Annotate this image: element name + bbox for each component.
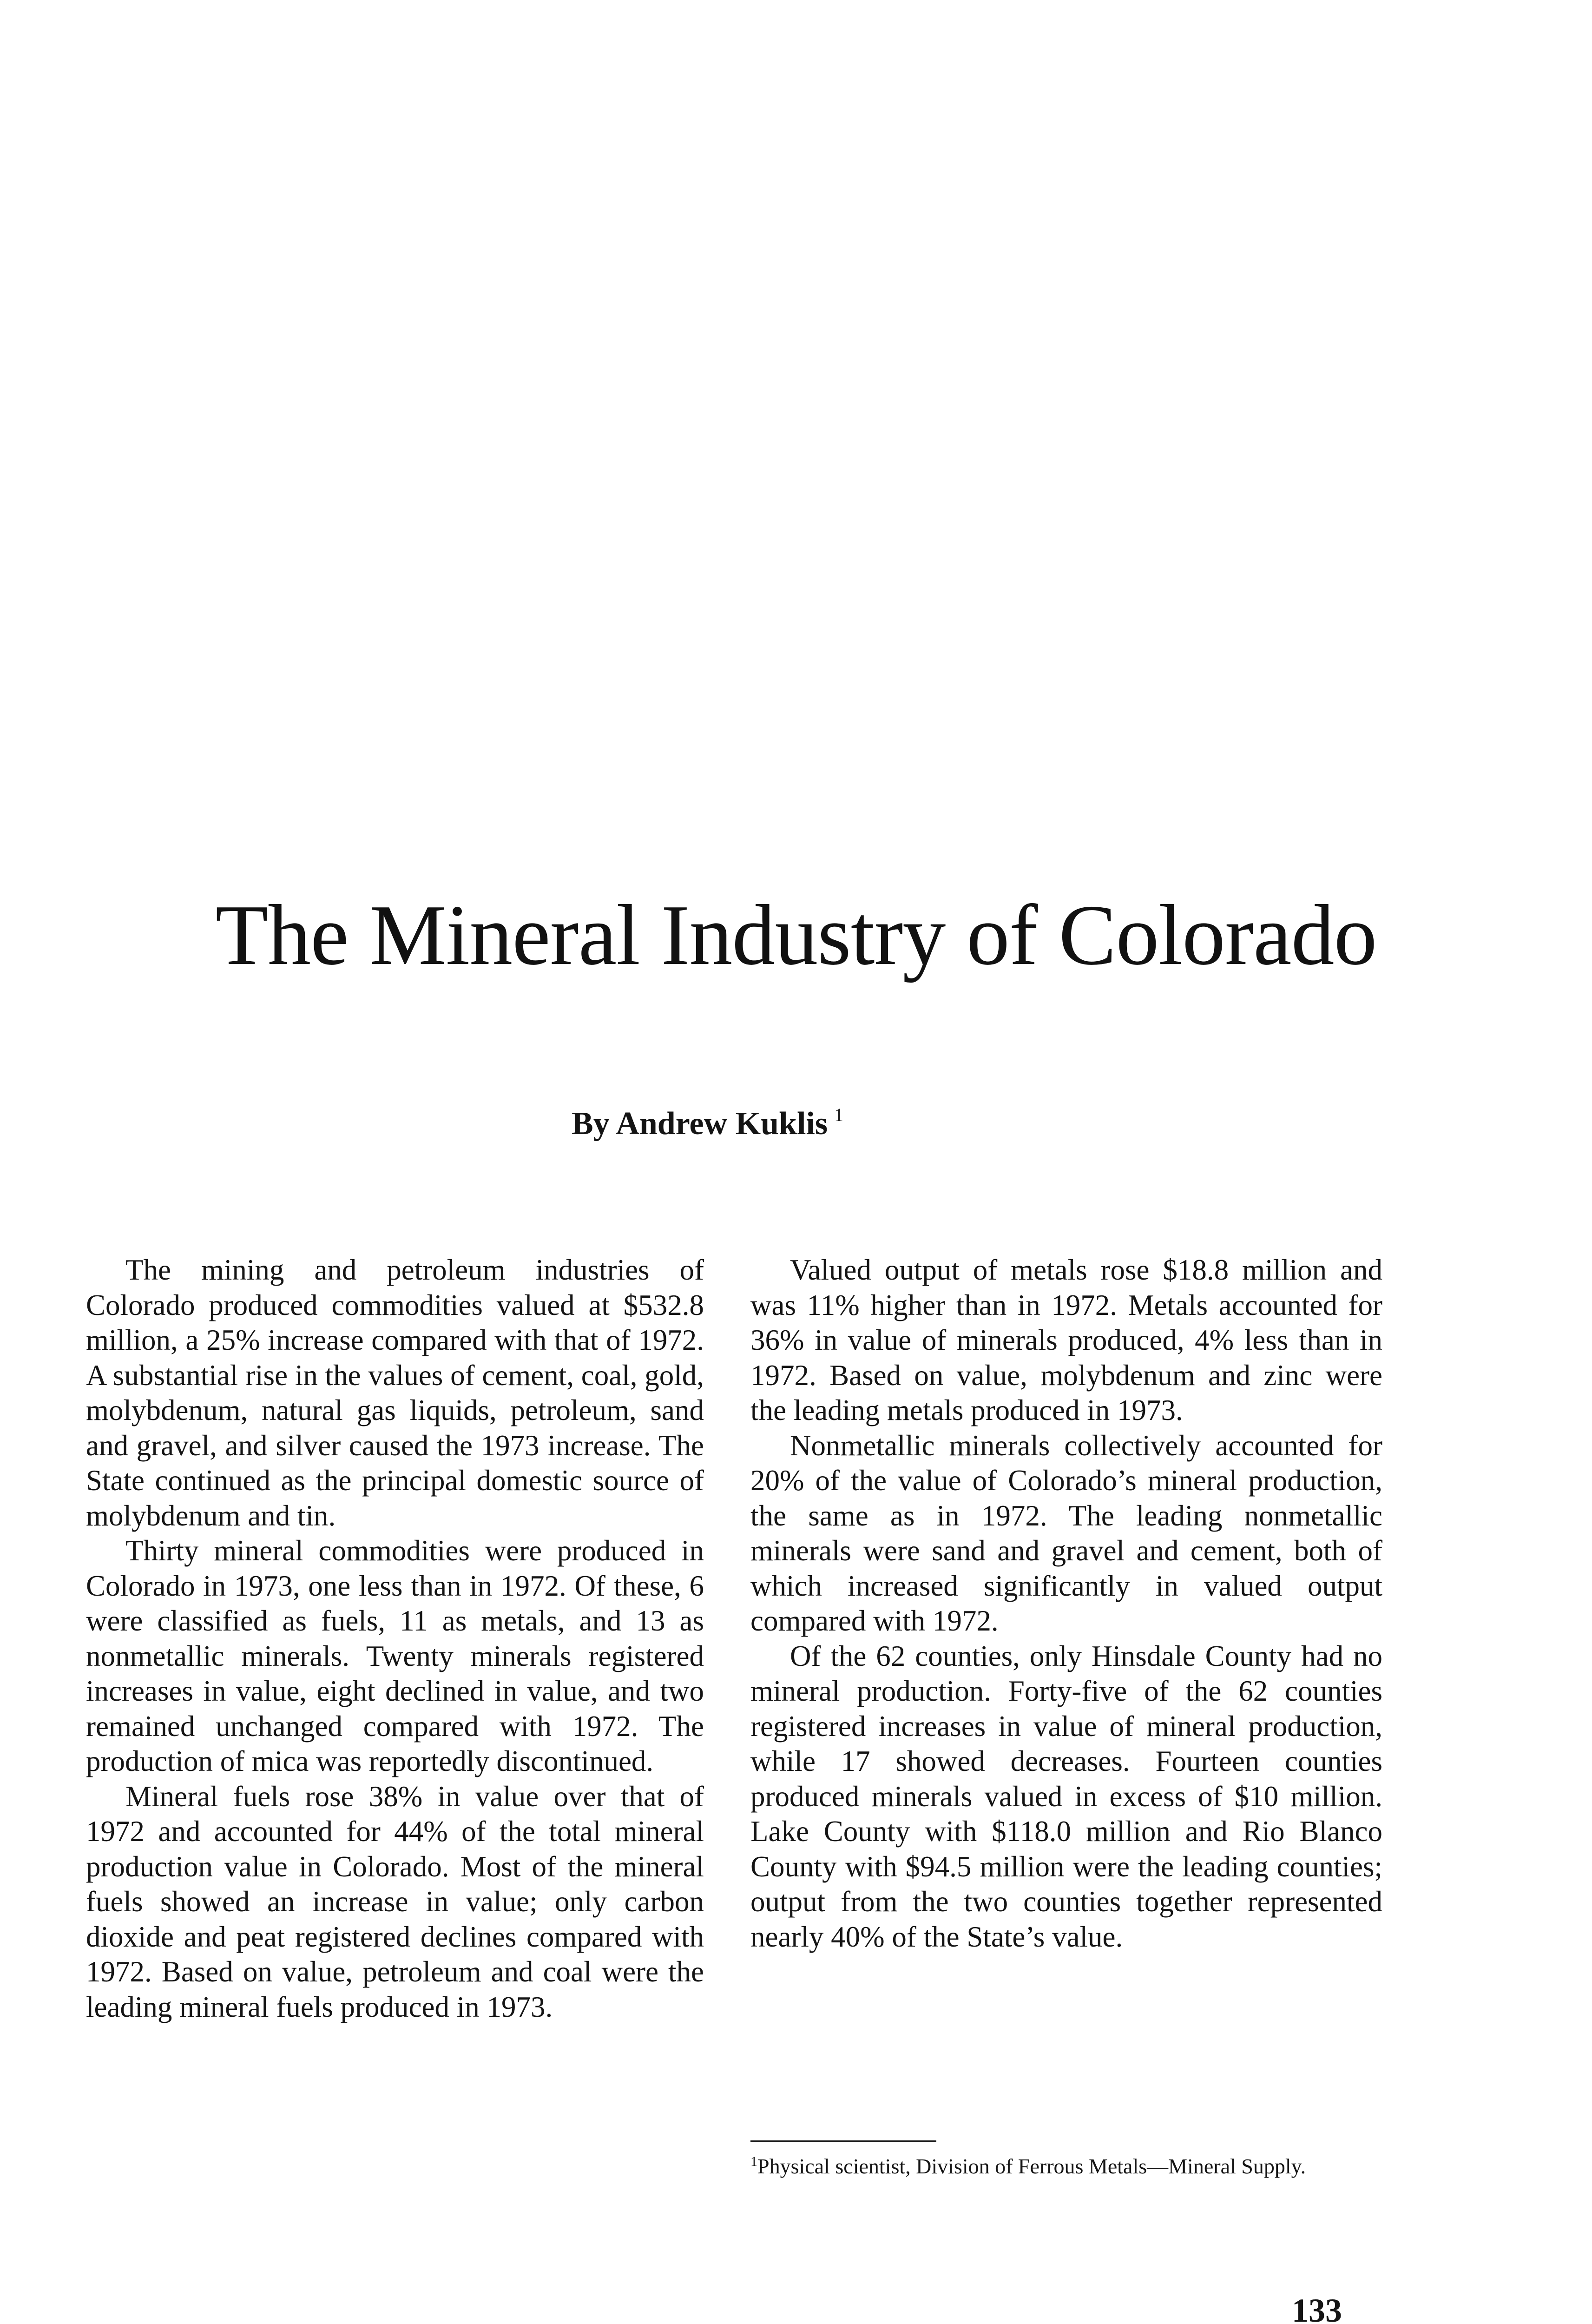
paragraph-nonmetallic: Nonmetallic minerals collectively accounted for 20% of the value of Colorado’s mineral production, the same as in 1972. The leading nonmetallic minerals were sand and gravel and cement, both of which increased significantly in valued output compared with 1972. xyxy=(750,1429,1382,1637)
footnote-text: Physical scientist, Division of Ferrous Metals—Mineral Supply. xyxy=(757,2154,1306,2178)
footnote-marker-byline: 1 xyxy=(834,1104,844,1125)
paragraph-metals: Valued output of metals rose $18.8 million and was 11% higher than in 1972. Metals accounted for 36% in value of minerals produced, 4% less than in 1972. Based on value, molybdenum and zinc were the leading metals produced in 1973. xyxy=(750,1254,1382,1426)
right-column xyxy=(750,1253,1382,1954)
paragraph-overview: The mining and petroleum industries of Colorado produced commodities valued at $532.8 million, a 25% increase compared with that of 1972. A substantial rise in the values of cement, coal, gold, molybdenum, natural gas liquids, petroleum, sand and gravel, and silver caused the 1973 increase. The State continued as the principal domestic source of molybdenum and tin. xyxy=(86,1254,704,1532)
footnote-divider xyxy=(750,2140,936,2142)
footnote xyxy=(750,2150,1382,2179)
paragraph-counties: Of the 62 counties, only Hinsdale County had no mineral production. Forty-five of the 62 counties registered increases in value of mineral production, while 17 showed decreases. Fourteen counties produced minerals valued in excess of $10 million. Lake County with $118.0 million and Rio Blanco County with $94.5 million were the leading counties; output from the two counties together represented nearly 40% of the State’s value. xyxy=(750,1639,1382,1953)
page-number: 133 xyxy=(1292,2292,1342,2324)
author-name: By Andrew Kuklis xyxy=(572,1106,828,1142)
paragraph-commodities: Thirty mineral commodities were produced in Colorado in 1973, one less than in 1972. Of these, 6 were classified as fuels, 11 as metals, and 13 as nonmetallic minerals. Twenty minerals registered increases in value, eight declined in value, and two remained unchanged compared with 1972. The production of mica was reportedly discontinued. xyxy=(86,1534,704,1777)
footnote-marker: 1 xyxy=(750,2154,757,2169)
paragraph-mineral-fuels: Mineral fuels rose 38% in value over that of 1972 and accounted for 44% of the total mineral production value in Colorado. Most of the mineral fuels showed an increase in value; only carbon dioxide and peat registered declines compared with 1972. Based on value, petroleum and coal were the leading mineral fuels produced in 1973. xyxy=(86,1780,704,2023)
author-byline xyxy=(572,1104,843,1142)
left-column xyxy=(86,1253,704,2025)
article-title: The Mineral Industry of Colorado xyxy=(215,887,1377,983)
